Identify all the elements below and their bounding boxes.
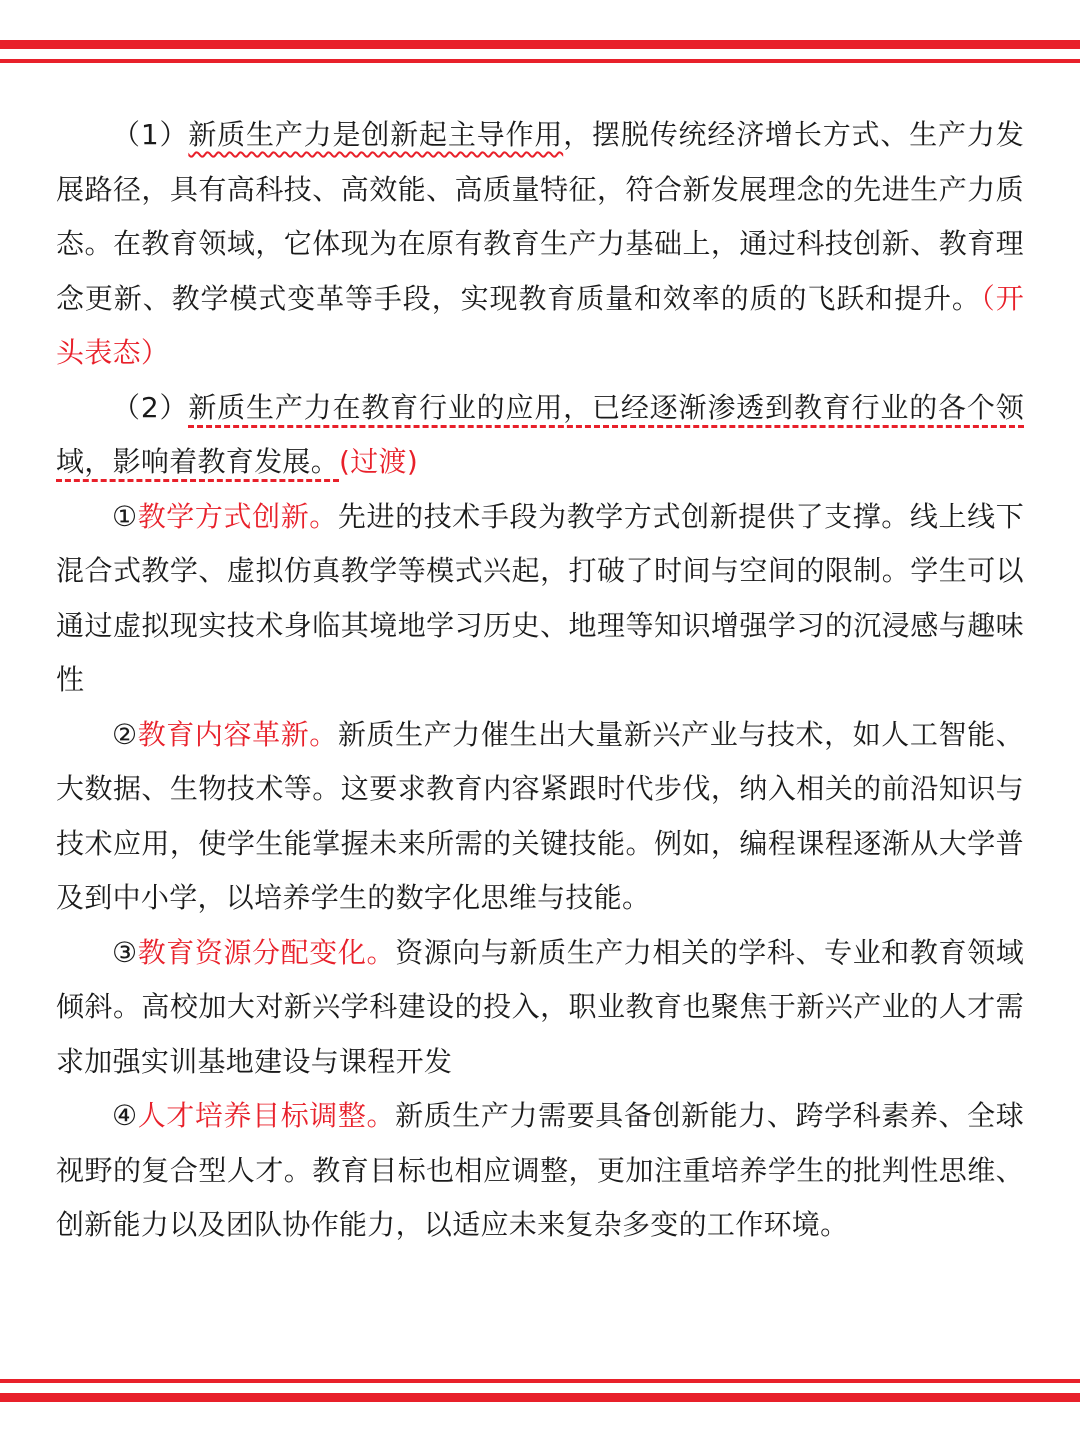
- paragraph-2-tag: (过渡): [339, 445, 419, 478]
- paragraph-1-body: ，摆脱传统经济增长方式、生产力发展路径，具有高科技、高效能、高质量特征，符合新发展理念的先进生产力质态。在教育领域，它体现为在原有教育生产力基础上，通过科技创新、教育理念更新、教学模式变革等手段，实现教育质量和效率的质的飞跃和提升。: [56, 118, 1025, 315]
- paragraph-2: [56, 381, 1024, 490]
- bottom-border-thin: [0, 1379, 1080, 1383]
- paragraph-4-marker: ②: [112, 717, 138, 751]
- paragraph-5-body: 资源向与新质生产力相关的学科、专业和教育领域倾斜。高校加大对新兴学科建设的投入，职业教育也聚焦于新兴产业的人才需求加强实训基地建设与课程开发: [56, 935, 1024, 1078]
- top-border-thick: [0, 40, 1080, 49]
- paragraph-4-heading: 教育内容革新。: [137, 717, 338, 751]
- paragraph-6: [56, 1089, 1024, 1253]
- paragraph-3-heading: 教学方式创新。: [137, 499, 338, 533]
- paragraph-5-heading: 教育资源分配变化。: [137, 935, 396, 969]
- paragraph-1-tag: （开头表态）: [56, 281, 1024, 369]
- document-body: [56, 108, 1024, 1253]
- paragraph-1: [56, 108, 1024, 381]
- bottom-border-thick: [0, 1393, 1080, 1402]
- paragraph-3-body: 先进的技术手段为教学方式创新提供了支撑。线上线下混合式教学、虚拟仿真教学等模式兴起，打破了时间与空间的限制。学生可以通过虚拟现实技术身临其境地学习历史、地理等知识增强学习的沉浸感与趣味性: [56, 499, 1024, 696]
- paragraph-6-body: 新质生产力需要具备创新能力、跨学科素养、全球视野的复合型人才。教育目标也相应调整，更加注重培养学生的批判性思维、创新能力以及团队协作能力，以适应未来复杂多变的工作环境。: [56, 1099, 1024, 1241]
- top-border-thin: [0, 59, 1080, 63]
- paragraph-4-body: 新质生产力催生出大量新兴产业与技术，如人工智能、大数据、生物技术等。这要求教育内容紧跟时代步伐，纳入相关的前沿知识与技术应用，使学生能掌握未来所需的关键技能。例如，编程课程逐渐从大学普及到中小学，以培养学生的数字化思维与技能。: [56, 717, 1024, 914]
- paragraph-5-marker: ③: [112, 935, 138, 969]
- paragraph-3-marker: ①: [112, 499, 138, 533]
- paragraph-4: [56, 708, 1024, 926]
- paragraph-2-prefix: （2）: [112, 390, 189, 424]
- paragraph-1-key-phrase: 新质生产力是创新起主导作用: [188, 118, 564, 151]
- paragraph-6-heading: 人才培养目标调整。: [137, 1099, 396, 1132]
- paragraph-1-prefix: （1）: [112, 118, 189, 151]
- paragraph-3: [56, 490, 1024, 708]
- paragraph-6-marker: ④: [112, 1099, 138, 1132]
- paragraph-5: [56, 926, 1024, 1090]
- paragraph-2-key-phrase: 新质生产力在教育行业的应用，已经逐渐渗透到教育行业的各个领域，影响着教育发展。: [56, 390, 1024, 478]
